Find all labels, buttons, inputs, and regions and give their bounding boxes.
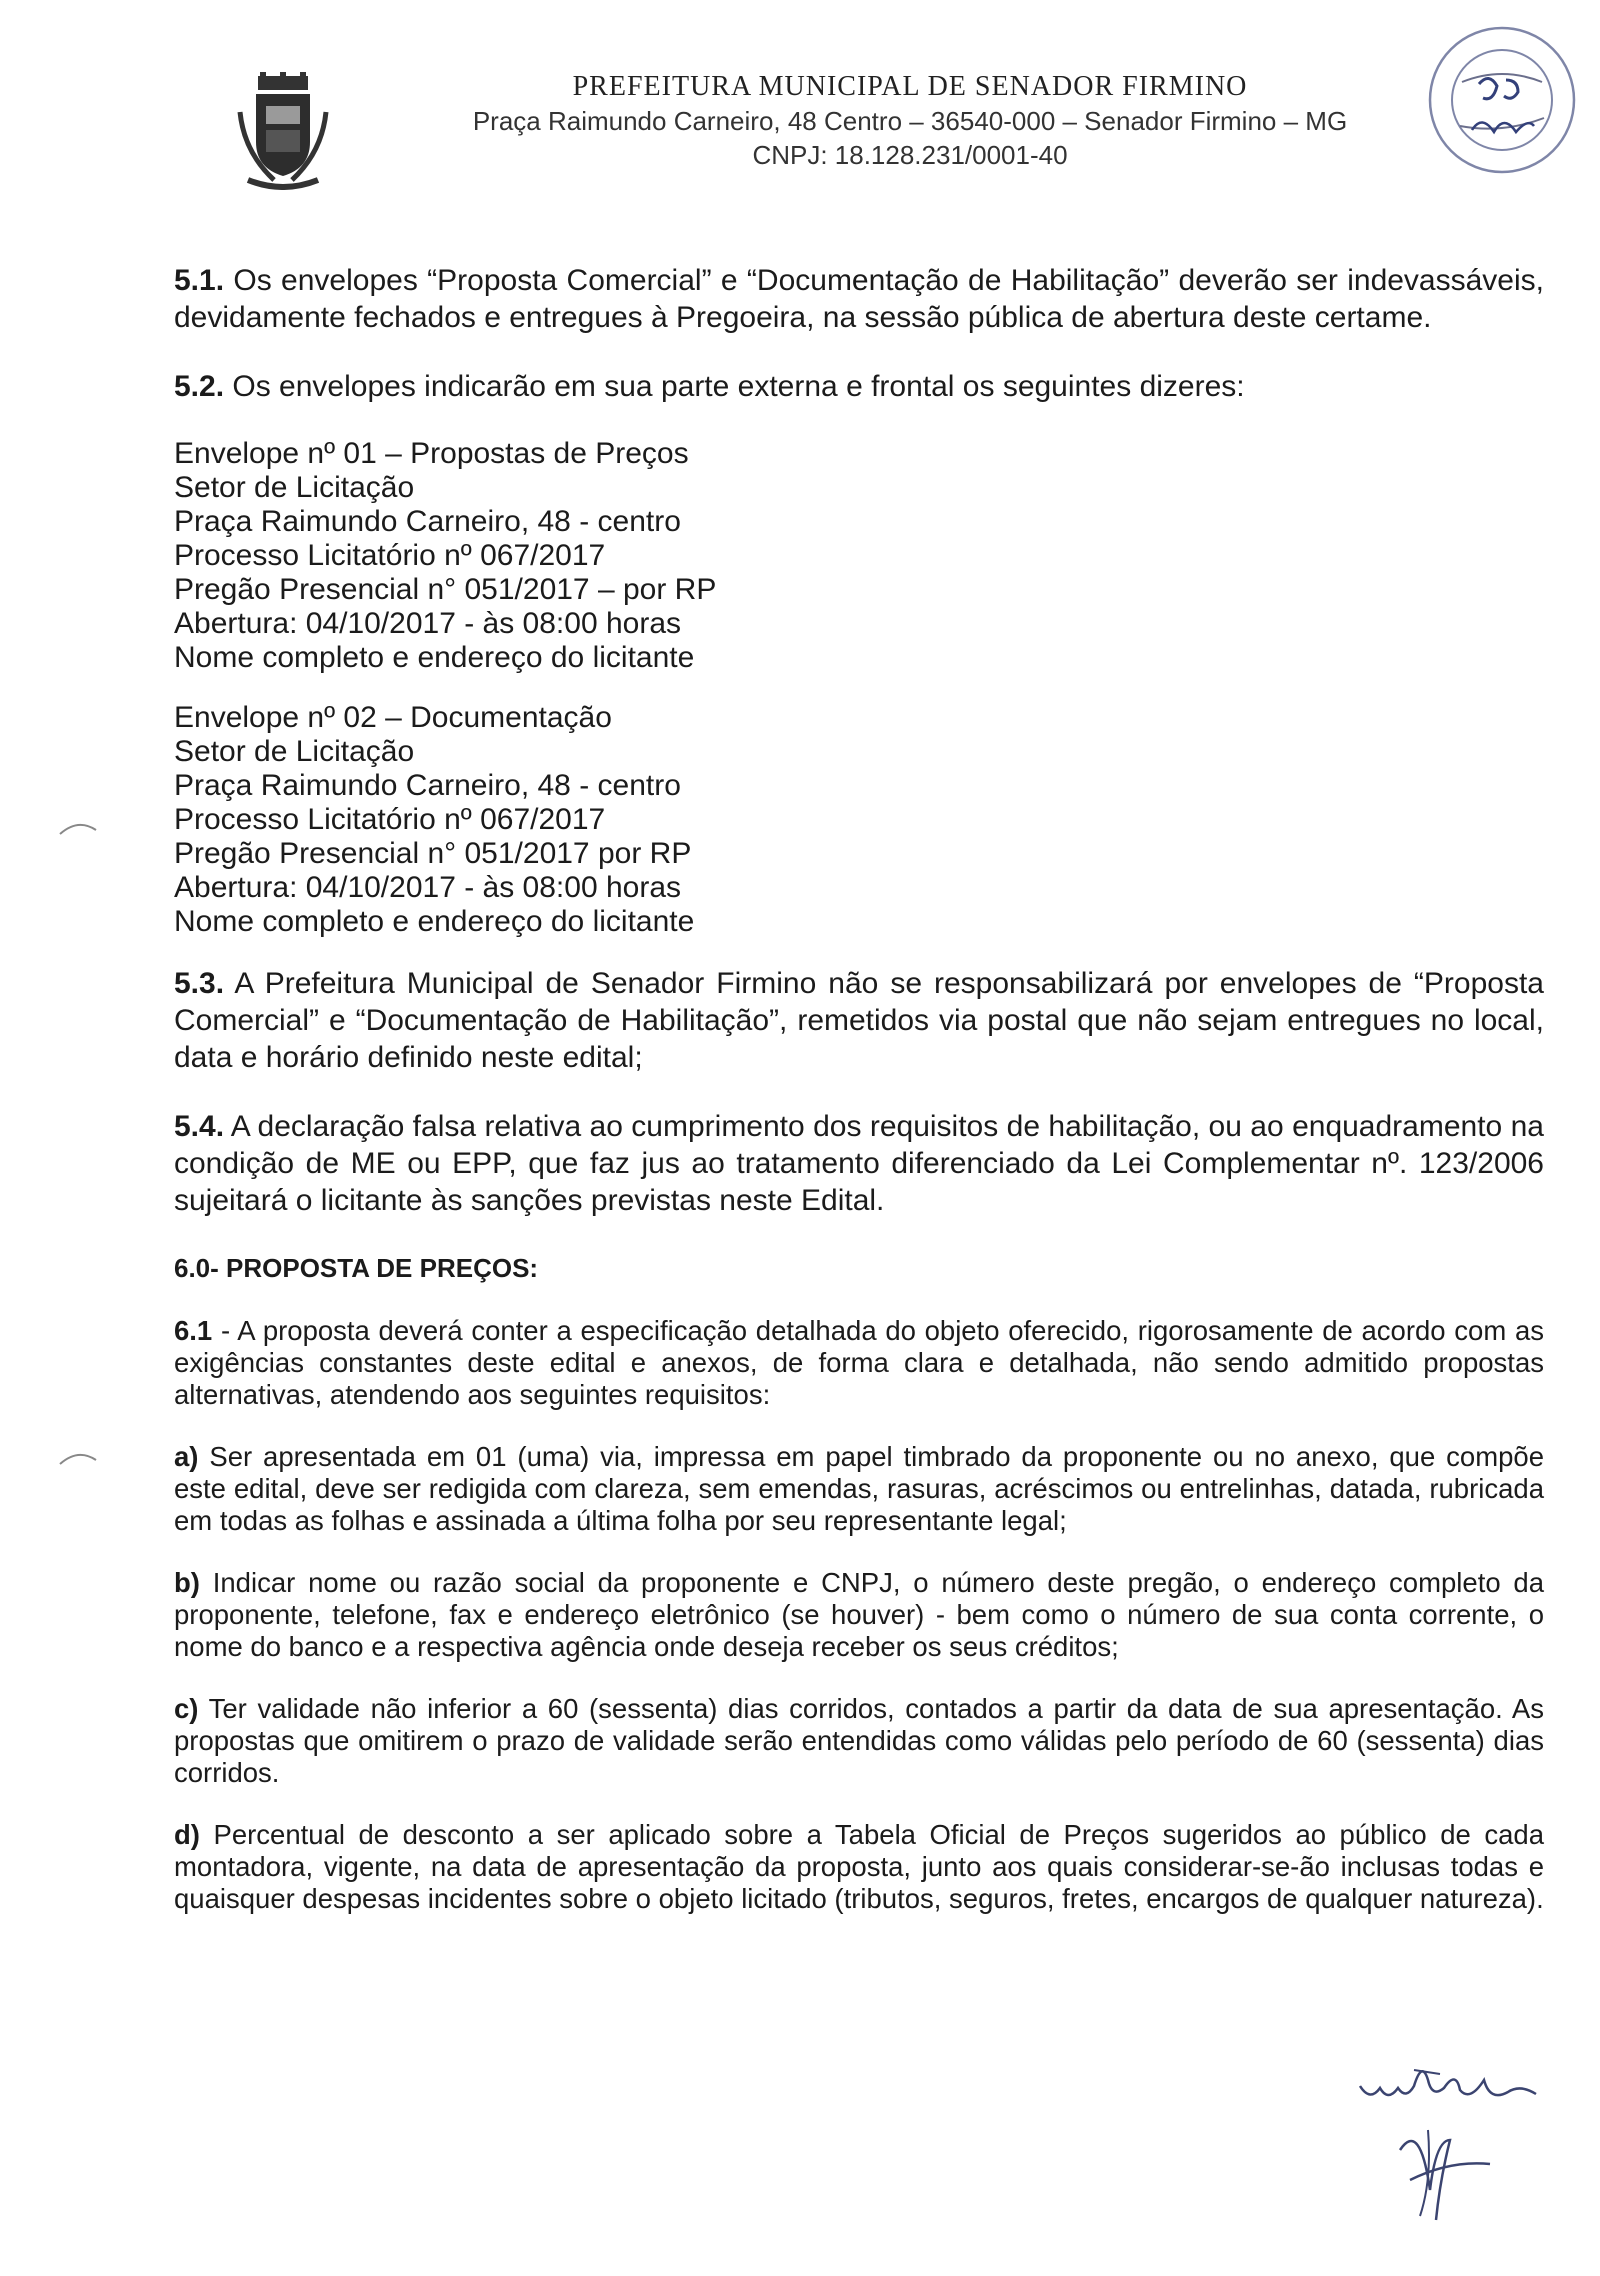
item-letter: d): [174, 1819, 200, 1850]
item-d: [174, 1819, 1544, 1915]
item-text: Ter validade não inferior a 60 (sessenta) dias corridos, contados a partir da data de sua apresentação. As propostas que omitirem o prazo de validade serão entendidas como válidas pelo período de 60 (sessenta) dias corridos.: [174, 1693, 1544, 1788]
envelope-line: Nome completo e endereço do licitante: [174, 905, 695, 938]
item-letter: b): [174, 1567, 200, 1598]
envelope-line: Pregão Presencial n° 051/2017 por RP: [174, 837, 692, 870]
municipal-crest-icon: [234, 72, 332, 190]
item-a: [174, 1441, 1544, 1537]
clause-number: 5.4.: [174, 1110, 225, 1143]
section-heading-6-0: 6.0- PROPOSTA DE PREÇOS:: [174, 1253, 539, 1283]
clause-text: Os envelopes “Proposta Comercial” e “Documentação de Habilitação” deverão ser indevassáveis, devidamente fechados e entregues à Pregoeira, na sessão pública de abertura deste certame.: [174, 264, 1544, 334]
clause-text: A declaração falsa relativa ao cumprimento dos requisitos de habilitação, ou ao enquadramento na condição de ME ou EPP, que faz jus ao tratamento diferenciado da Lei Complementar nº. 123/2006 sujeitará o licitante às sanções previstas neste Edital.: [174, 1110, 1544, 1217]
letterhead-title: PREFEITURA MUNICIPAL DE SENADOR FIRMINO: [572, 71, 1248, 102]
envelope-line: Pregão Presencial n° 051/2017 – por RP: [174, 573, 717, 606]
punch-mark: [58, 818, 98, 838]
clause-5-1: [174, 262, 1544, 336]
letterhead-address: Praça Raimundo Carneiro, 48 Centro – 36540-000 – Senador Firmino – MG: [472, 106, 1348, 136]
envelope-01-label: [174, 437, 1544, 675]
envelope-line: Abertura: 04/10/2017 - às 08:00 horas: [174, 871, 682, 904]
clause-text: - A proposta deverá conter a especificação detalhada do objeto oferecido, rigorosamente de acordo com as exigências constantes deste edital e anexos, de forma clara e detalhada, não sendo admitido propostas alternativas, atendendo aos seguintes requisitos:: [174, 1315, 1544, 1410]
item-text: Percentual de desconto a ser aplicado sobre a Tabela Oficial de Preços sugeridos ao público de cada montadora, vigente, na data de apresentação da proposta, junto aos quais considerar-se-ão inclusas todas e quaisquer despesas incidentes sobre o objeto licitado (tributos, seguros, fretes, encargos de qualquer natureza).: [174, 1819, 1544, 1914]
item-b: [174, 1567, 1544, 1663]
item-text: Ser apresentada em 01 (uma) via, impressa em papel timbrado da proponente ou no anexo, que compõe este edital, deve ser redigida com clareza, sem emendas, rasuras, acréscimos ou entrelinhas, datada, rubricada em todas as folhas e assinada a última folha por seu representante legal;: [174, 1441, 1544, 1536]
clause-5-2: [174, 368, 1544, 405]
envelope-line: Envelope nº 02 – Documentação: [174, 701, 612, 734]
item-letter: c): [174, 1693, 199, 1724]
envelope-line: Envelope nº 01 – Propostas de Preços: [174, 437, 689, 470]
clause-5-3: [174, 965, 1544, 1076]
clause-5-4: [174, 1108, 1544, 1219]
clause-number: 5.1.: [174, 264, 225, 297]
document-body: [174, 262, 1544, 1945]
clause-number: 5.2.: [174, 370, 225, 403]
handwritten-signature: [1340, 2040, 1580, 2240]
clause-number: 5.3.: [174, 967, 225, 1000]
envelope-line: Setor de Licitação: [174, 471, 415, 504]
letterhead-cnpj: CNPJ: 18.128.231/0001-40: [752, 140, 1068, 170]
item-letter: a): [174, 1441, 199, 1472]
commission-stamp: [1424, 22, 1580, 178]
envelope-line: Setor de Licitação: [174, 735, 415, 768]
envelope-02-label: [174, 701, 1544, 939]
envelope-line: Processo Licitatório nº 067/2017: [174, 539, 606, 572]
clause-text: Os envelopes indicarão em sua parte externa e frontal os seguintes dizeres:: [224, 370, 1245, 403]
clause-text: A Prefeitura Municipal de Senador Firmino não se responsabilizará por envelopes de “Proposta Comercial” e “Documentação de Habilitação”, remetidos via postal que não sejam entregues no local, data e horário definido neste edital;: [174, 967, 1544, 1074]
envelope-line: Praça Raimundo Carneiro, 48 - centro: [174, 769, 681, 802]
letterhead: [420, 70, 1400, 172]
clause-6-1: [174, 1315, 1544, 1411]
envelope-line: Nome completo e endereço do licitante: [174, 641, 695, 674]
item-text: Indicar nome ou razão social da proponente e CNPJ, o número deste pregão, o endereço completo da proponente, telefone, fax e endereço eletrônico (se houver) - bem como o número de sua conta corrente, o nome do banco e a respectiva agência onde deseja receber os seus créditos;: [174, 1567, 1544, 1662]
clause-number: 6.1: [174, 1315, 213, 1346]
item-c: [174, 1693, 1544, 1789]
punch-mark: [58, 1448, 98, 1468]
envelope-line: Abertura: 04/10/2017 - às 08:00 horas: [174, 607, 682, 640]
envelope-line: Praça Raimundo Carneiro, 48 - centro: [174, 505, 681, 538]
envelope-line: Processo Licitatório nº 067/2017: [174, 803, 606, 836]
